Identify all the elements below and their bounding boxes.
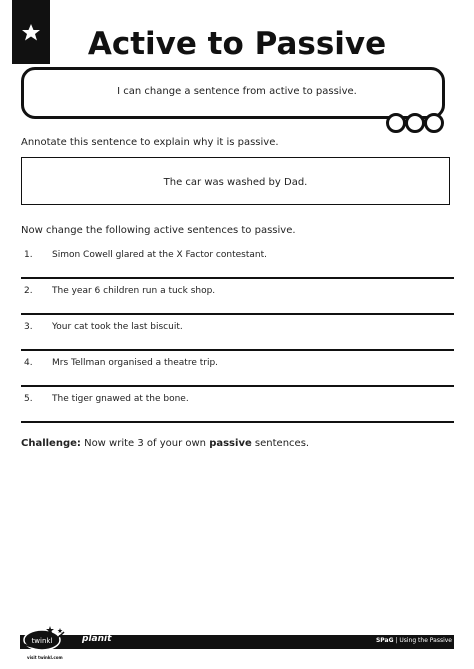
planit-brand: planit: [82, 634, 112, 644]
item-text: Mrs Tellman organised a theatre trip.: [52, 358, 219, 368]
item-text: Your cat took the last biscuit.: [52, 322, 183, 332]
circle-icon: [424, 113, 444, 133]
annotate-sentence: The car was washed by Dad.: [163, 177, 308, 188]
logo-text: twinkl: [31, 637, 53, 645]
challenge-text: [21, 438, 309, 449]
item-text: The year 6 children run a tuck shop.: [52, 286, 216, 296]
item-number: 5.: [24, 394, 33, 404]
objective-text: I can change a sentence from active to passive.: [117, 86, 357, 97]
challenge-label: Challenge:: [21, 438, 81, 449]
answer-line[interactable]: [21, 421, 454, 423]
circle-icon: [386, 113, 406, 133]
twinkl-logo: [20, 624, 72, 654]
answer-line[interactable]: [21, 313, 454, 315]
item-text: Simon Cowell glared at the X Factor contestant.: [52, 250, 267, 260]
challenge-bold-word: passive: [209, 438, 252, 449]
challenge-text-after: sentences.: [251, 438, 310, 449]
annotate-instruction: Annotate this sentence to explain why it is passive.: [21, 137, 279, 148]
footer-label: [376, 637, 452, 644]
answer-line[interactable]: [21, 277, 454, 279]
item-number: 1.: [24, 250, 33, 260]
item-number: 3.: [24, 322, 33, 332]
challenge-text-before: Now write 3 of your own: [80, 438, 210, 449]
logo-url: visit twinkl.com: [27, 655, 63, 660]
item-number: 4.: [24, 358, 33, 368]
page-title: Active to Passive: [87, 26, 387, 62]
annotate-box: [21, 157, 450, 205]
item-number: 2.: [24, 286, 33, 296]
footer-topic: | Using the Passive: [393, 637, 452, 644]
item-text: The tiger gnawed at the bone.: [52, 394, 189, 404]
change-instruction: Now change the following active sentences to passive.: [21, 225, 296, 236]
answer-line[interactable]: [21, 349, 454, 351]
circle-icon: [405, 113, 425, 133]
answer-line[interactable]: [21, 385, 454, 387]
footer-subject: SPaG: [375, 637, 394, 644]
